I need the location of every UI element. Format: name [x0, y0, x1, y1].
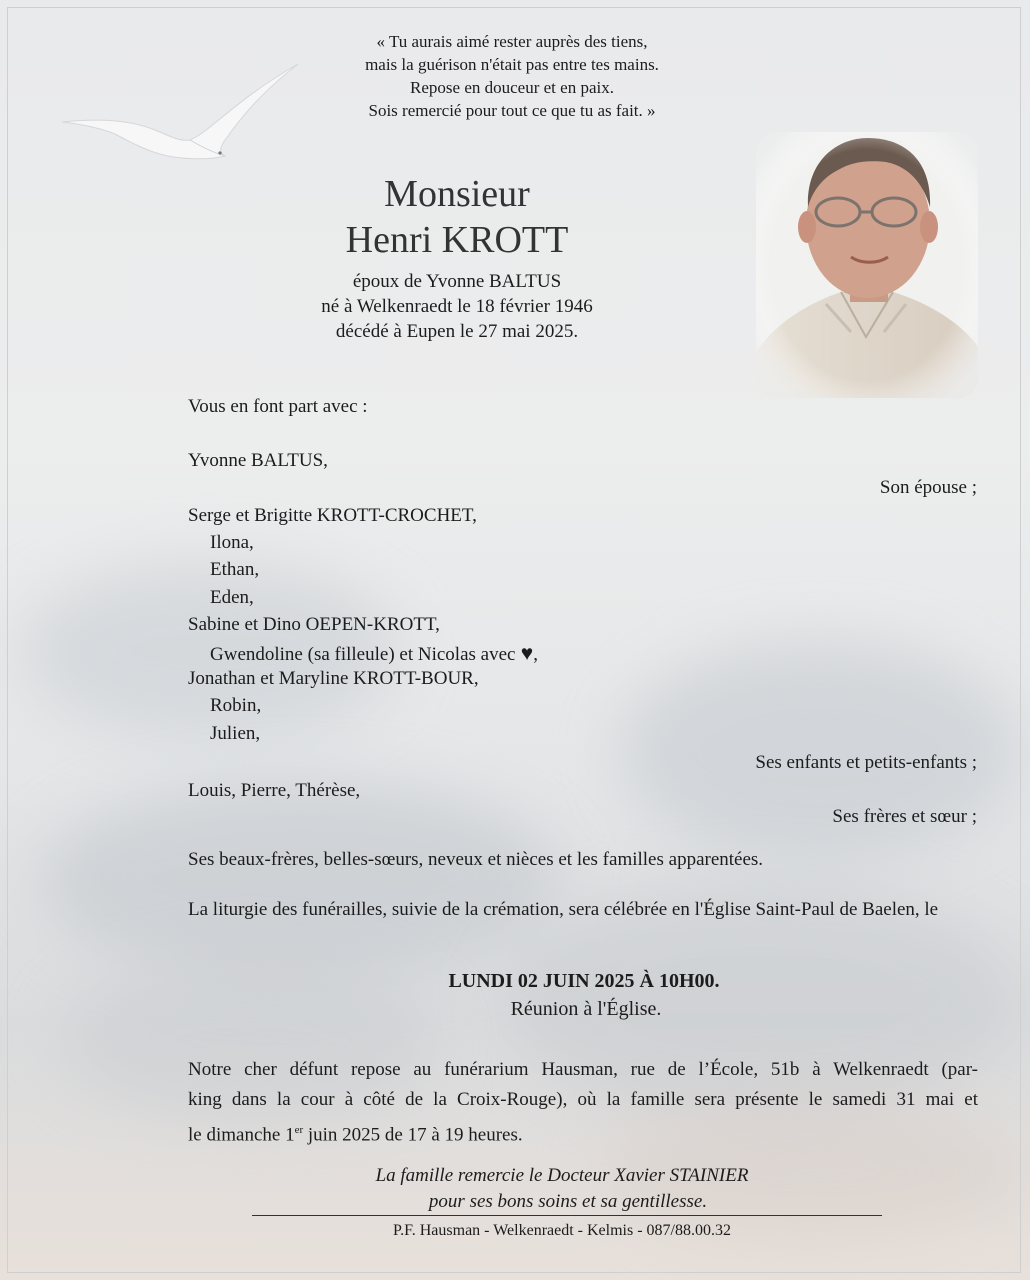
footer-text: P.F. Hausman - Welkenraedt - Kelmis - 087/88.00.32 [393, 1222, 731, 1239]
child-entry [188, 505, 477, 527]
portrait-photo [756, 132, 978, 398]
heart-suffix: , [533, 644, 538, 665]
death-line: décédé à Eupen le 27 mai 2025. [335, 321, 579, 342]
visitation-line-3 [188, 1115, 978, 1150]
quote-line-3: Repose en douceur et en paix. [410, 78, 614, 97]
quote-line-1: « Tu aurais aimé rester auprès des tiens, [376, 32, 648, 51]
meeting-line: Réunion à l'Église. [510, 998, 662, 1020]
birth-line: né à Welkenraedt le 18 février 1946 [321, 296, 593, 317]
thanks-line-2: pour ses bons soins et sa gentillesse. [428, 1191, 708, 1212]
child-entry-text: Serge et Brigitte KROTT-CROCHET, [188, 505, 477, 526]
deceased-name: Henri KROTT [345, 219, 569, 261]
child-entry-text: Ethan, [210, 559, 260, 581]
quote-line-4: Sois remercié pour tout ce que tu as fait. » [368, 101, 656, 120]
quote-line-2: mais la guérison n'était pas entre tes mains. [365, 55, 659, 74]
visitation-text [188, 1055, 978, 1150]
child-entry [188, 668, 479, 690]
visitation-line-2: king dans la cour à côté de la Croix-Rouge), où la famille sera présente le samedi 31 mai et [188, 1089, 978, 1110]
ceremony-text: La liturgie des funérailles, suivie de la crémation, sera célébrée en l'Église Saint-Paul de Baelen, le [188, 899, 939, 920]
honorific: Monsieur [384, 173, 530, 215]
siblings-role: Ses frères et sœur ; [832, 806, 977, 827]
children-role: Ses enfants et petits-enfants ; [755, 752, 977, 773]
child-entry-text: Jonathan et Maryline KROTT-BOUR, [188, 668, 479, 690]
seagull-illustration [60, 60, 310, 170]
intro-line: Vous en font part avec : [188, 396, 368, 417]
visitation-line-3-end: juin 2025 de 17 à 19 heures. [303, 1124, 523, 1146]
ceremony-date: LUNDI 02 JUIN 2025 À 10H00. [448, 970, 720, 992]
child-entry-text: Eden, [210, 586, 254, 608]
child-entry [210, 695, 261, 717]
spouse-line: époux de Yvonne BALTUS [352, 271, 562, 292]
extended-family: Ses beaux-frères, belles-sœurs, neveux et nièces et les familles apparentées. [188, 849, 764, 870]
child-entry [210, 641, 538, 666]
child-entry [210, 532, 254, 554]
footer-rule [252, 1215, 882, 1216]
thanks-line-1: La famille remercie le Docteur Xavier STAINIER [375, 1165, 749, 1186]
child-entry [210, 559, 259, 581]
child-entry-text: Julien, [210, 722, 261, 744]
visitation-line-3-sup: er [294, 1124, 304, 1136]
child-entry [188, 614, 440, 636]
child-entry-text: Robin, [210, 695, 262, 717]
visitation-line-1: Notre cher défunt repose au funérarium Hausman, rue de l’École, 51b à Welkenraedt (par- [188, 1059, 978, 1080]
spouse-entry: Yvonne BALTUS, [188, 450, 328, 471]
visitation-line-3-start: le dimanche 1 [188, 1124, 295, 1146]
heart-icon: ♥ [515, 641, 534, 665]
child-entry [210, 587, 254, 609]
child-entry-text: Gwendoline (sa filleule) et Nicolas avec [210, 644, 516, 665]
child-entry [210, 723, 260, 745]
child-entry-text: Sabine et Dino OEPEN-KROTT, [188, 613, 440, 635]
siblings-entry: Louis, Pierre, Thérèse, [188, 780, 361, 801]
spouse-role: Son épouse ; [879, 477, 977, 498]
child-entry-text: Ilona, [210, 532, 254, 554]
